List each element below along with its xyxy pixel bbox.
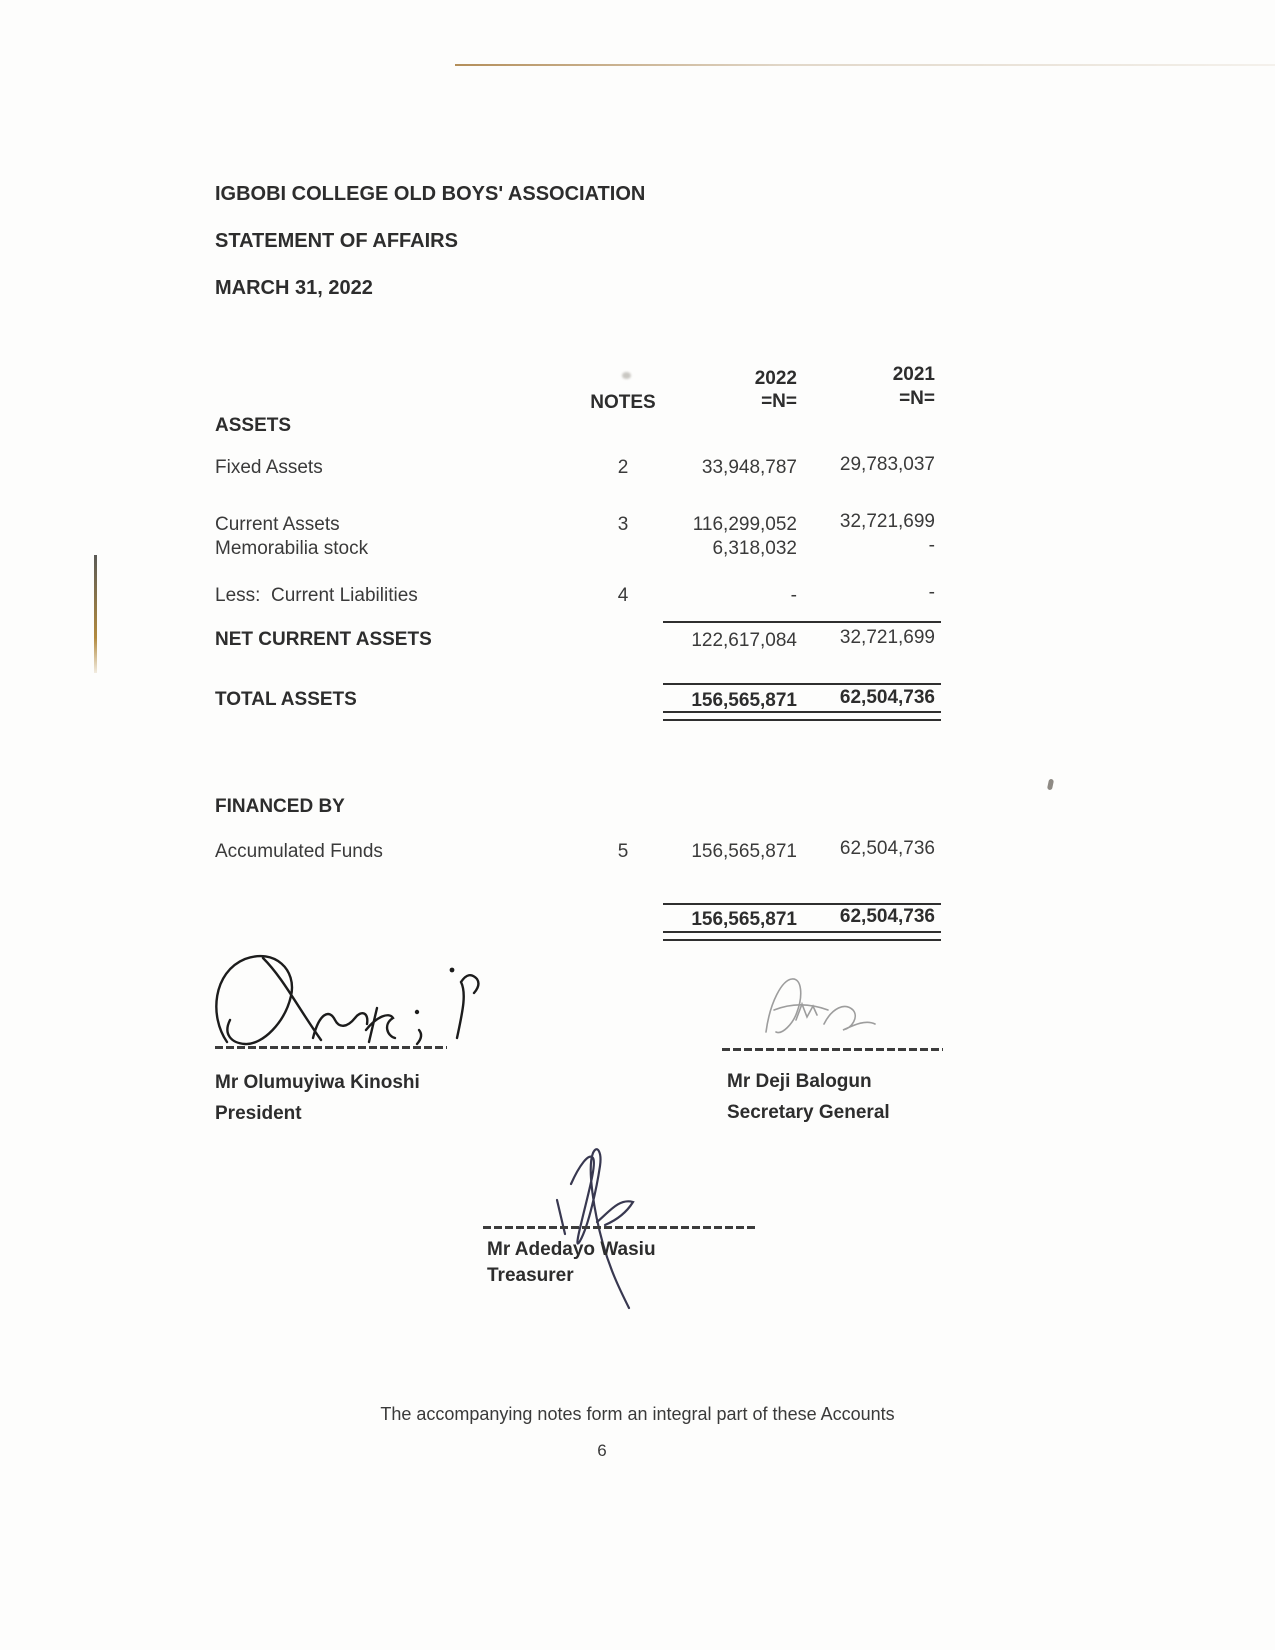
row-amount-2021: 62,504,736: [839, 906, 935, 927]
footer-note: The accompanying notes form an integral part of these Accounts: [380, 1404, 895, 1424]
row-note: 2: [617, 457, 629, 478]
president-title: President: [215, 1103, 302, 1124]
financed-total-rule: [663, 903, 941, 905]
column-header-currency-2022: =N=: [761, 391, 797, 412]
row-amount-2022: 156,565,871: [691, 909, 797, 930]
row-label: Memorabilia stock: [215, 538, 369, 559]
treasurer-name: Mr Adedayo Wasiu: [487, 1239, 656, 1260]
total-rule: [663, 683, 941, 685]
secretary-general-signature-line: [722, 1048, 943, 1051]
row-amount-2021: -: [928, 535, 935, 556]
page-number: 6: [597, 1441, 607, 1460]
statement-title: STATEMENT OF AFFAIRS: [215, 230, 458, 252]
row-label: Fixed Assets: [215, 457, 323, 478]
treasurer-title: Treasurer: [487, 1265, 574, 1286]
paper-left-edge: [94, 555, 97, 673]
scan-speck: [622, 372, 631, 379]
row-amount-2021: -: [928, 582, 935, 603]
row-amount-2021: 62,504,736: [839, 838, 935, 859]
row-amount-2021: 62,504,736: [839, 687, 935, 708]
row-label: Less: Current Liabilities: [215, 585, 418, 606]
financed-total-double-rule: [663, 931, 941, 941]
treasurer-signature-line: [483, 1226, 755, 1229]
row-note: 4: [617, 585, 629, 606]
subtotal-rule: [663, 621, 941, 623]
president-signature-line: [215, 1046, 447, 1049]
president-signature: [205, 950, 505, 1055]
row-label: NET CURRENT ASSETS: [215, 629, 432, 650]
grand-total-double-rule: [663, 711, 941, 721]
column-header-notes: NOTES: [590, 392, 656, 413]
section-heading-financed-by: FINANCED BY: [215, 796, 345, 817]
row-amount-2022: 6,318,032: [712, 538, 797, 559]
row-label: TOTAL ASSETS: [215, 689, 357, 710]
section-heading-assets: ASSETS: [215, 415, 292, 436]
row-amount-2022: 122,617,084: [691, 630, 797, 651]
row-amount-2022: -: [790, 585, 797, 606]
paper-top-edge: [455, 64, 1275, 66]
column-header-currency-2021: =N=: [899, 388, 935, 409]
column-header-year-2022: 2022: [754, 368, 797, 389]
row-note: 3: [617, 514, 629, 535]
row-amount-2021: 32,721,699: [839, 627, 935, 648]
org-name: IGBOBI COLLEGE OLD BOYS' ASSOCIATION: [215, 183, 646, 205]
row-amount-2022: 33,948,787: [701, 457, 797, 478]
row-amount-2022: 116,299,052: [692, 514, 797, 535]
row-note: 5: [617, 841, 629, 862]
row-amount-2021: 32,721,699: [839, 511, 935, 532]
secretary-general-title: Secretary General: [727, 1102, 890, 1123]
statement-date: MARCH 31, 2022: [215, 277, 373, 299]
secretary-general-name: Mr Deji Balogun: [727, 1071, 872, 1092]
row-amount-2022: 156,565,871: [691, 690, 797, 711]
column-header-year-2021: 2021: [892, 364, 935, 385]
president-name: Mr Olumuyiwa Kinoshi: [215, 1072, 420, 1093]
secretary-general-signature: [752, 968, 887, 1053]
row-amount-2021: 29,783,037: [839, 454, 935, 475]
row-label: Current Assets: [215, 514, 340, 535]
row-label: Accumulated Funds: [215, 841, 383, 862]
scan-speck: [1047, 779, 1054, 791]
row-amount-2022: 156,565,871: [691, 841, 797, 862]
